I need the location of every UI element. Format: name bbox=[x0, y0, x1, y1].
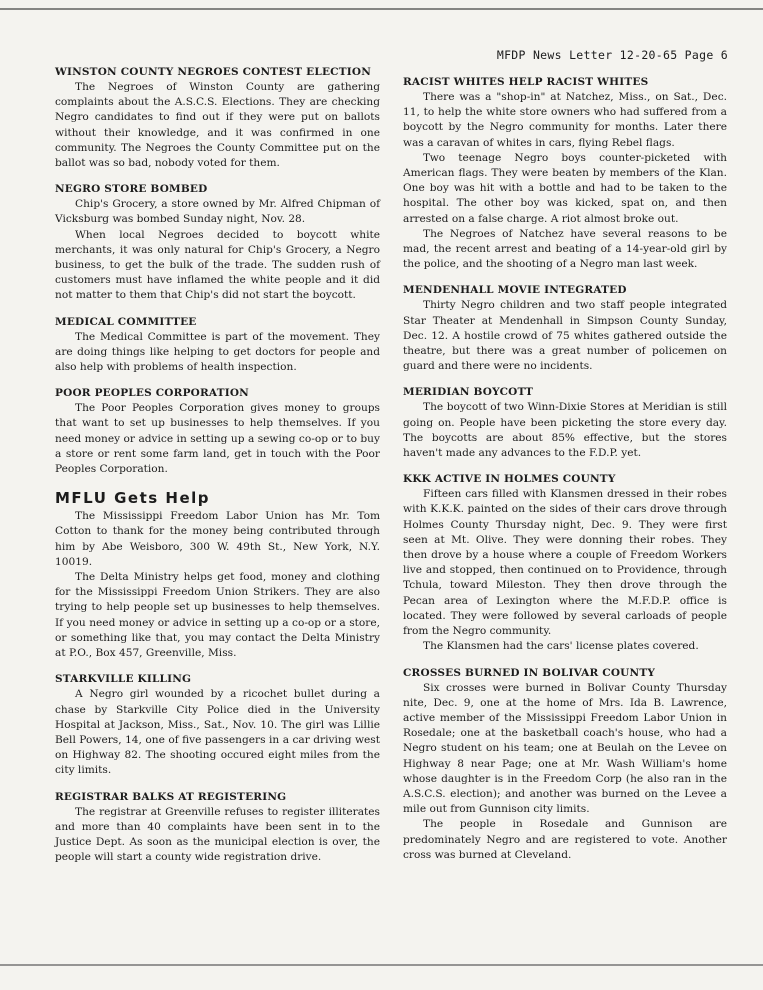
article-heading: MENDENHALL MOVIE INTEGRATED bbox=[403, 284, 627, 297]
top-rule bbox=[0, 8, 763, 10]
article-paragraph: The Delta Ministry helps get food, money and clothing for the Mississippi Freedom Union Strikers. They are also trying to help people set up businesses to help themselves. If you need money or advice in setting up a co-op or a store, or something like that, you may contact the Delta Ministry at P.O., Box 457, Greenville, Miss. bbox=[55, 571, 380, 660]
article-paragraph: The Negroes of Winston County are gathering complaints about the A.S.C.S. Elections. They are checking Negro candidates to find out if they were put on ballots without their knowledge, and it was confirmed in one community. The Negroes the County Committee put on the ballot was so bad, nobody voted for them. bbox=[55, 81, 380, 170]
article-heading: MEDICAL COMMITTEE bbox=[55, 315, 197, 328]
article-paragraph: The Klansmen had the cars' license plates covered. bbox=[423, 640, 699, 653]
article-paragraph: A Negro girl wounded by a ricochet bullet during a chase by Starkville City Police died in the University Hospital at Jackson, Miss., Sat., Nov. 10. The girl was Lillie Bell Powers, 14, one of five passengers in a car driving west on Highway 82. The shooting occured eight miles from the city limits. bbox=[55, 688, 380, 777]
article-heading: CROSSES BURNED IN BOLIVAR COUNTY bbox=[403, 666, 656, 679]
article-heading: WINSTON COUNTY NEGROES CONTEST ELECTION bbox=[55, 66, 371, 78]
right-column bbox=[403, 76, 727, 875]
article-paragraph: Thirty Negro children and two staff people integrated Star Theater at Mendenhall in Simpson County Sunday, Dec. 12. A hostile crowd of 75 whites gathered outside the theatre, but there was a great number of policemen on guard and there were no incidents. bbox=[403, 299, 727, 373]
article-negro-store-bombed bbox=[55, 183, 380, 303]
article-paragraph: Two teenage Negro boys counter-picketed with American flags. They were beaten by members of the Klan. One boy was hit with a bottle and had to be taken to the hospital. The other boy was kicked, spat on, and then arrested on a false charge. A riot almost broke out. bbox=[403, 151, 727, 225]
article-paragraph: The registrar at Greenville refuses to register illiterates and more than 40 complaints have been sent in to the Justice Dept. As soon as the municipal election is over, the people will start a county wide registration drive. bbox=[55, 805, 380, 864]
article-mflu-gets-help bbox=[55, 489, 380, 661]
article-paragraph: The people in Rosedale and Gunnison are predominately Negro and are registered to vote. Another cross was burned at Cleveland. bbox=[403, 818, 727, 861]
article-heading: STARKVILLE KILLING bbox=[55, 673, 192, 686]
article-heading: POOR PEOPLES CORPORATION bbox=[55, 387, 249, 400]
article-heading: MERIDIAN BOYCOTT bbox=[403, 386, 534, 399]
article-medical-committee bbox=[55, 316, 380, 376]
article-crosses-burned-in-bolivar-county bbox=[403, 667, 727, 863]
article-paragraph: When local Negroes decided to boycott white merchants, it was only natural for Chip's Grocery, a Negro business, to get the bulk of the trade. The sudden rush of customers must have inflamed the white people and it did not matter to them that Chip's did not start the boycott. bbox=[55, 228, 380, 302]
article-meridian-boycott bbox=[403, 386, 727, 461]
article-paragraph: The Mississippi Freedom Labor Union has Mr. Tom Cotton to thank for the money being contributed through him by Abe Weisboro, 300 W. 49th St., New York, N.Y. 10019. bbox=[55, 510, 380, 568]
article-paragraph: The boycott of two Winn-Dixie Stores at Meridian is still going on. People have been picketing the store every day. The boycotts are about 85% effective, but the stores haven't made any advances to the F.D.P. yet. bbox=[403, 401, 727, 460]
article-paragraph: Chip's Grocery, a store owned by Mr. Alfred Chipman of Vicksburg was bombed Sunday night, Nov. 28. bbox=[55, 198, 380, 226]
article-paragraph: Six crosses were burned in Bolivar County Thursday nite, Dec. 9, one at the home of Mrs. Ida B. Lawrence, active member of the Mississippi Freedom Labor Union in Rosedale; one at the basketball coach's house, who had a Negro student on his team; one at Beulah on the Levee on Highway 8 near Page; one at Mr. Wash William's home whose daughter is in the Freedom Corp (he also ran in the A.S.C.S. election); and another was burned on the Levee a mile out from Gunnison city limits. bbox=[403, 681, 727, 816]
article-starkville-killing bbox=[55, 673, 380, 778]
article-mendenhall-movie-integrated bbox=[403, 284, 727, 374]
article-paragraph: There was a "shop-in" at Natchez, Miss., on Sat., Dec. 11, to help the white store owners who had suffered from a boycott by the Negro community for months. Later there was a caravan of whites in cars, flying Rebel flags. bbox=[403, 91, 727, 149]
article-paragraph: The Medical Committee is part of the movement. They are doing things like helping to get doctors for people and also help with problems of health inspection. bbox=[55, 330, 380, 374]
article-kkk-active-in-holmes-county bbox=[403, 473, 727, 654]
left-column bbox=[55, 66, 380, 877]
article-heading: RACIST WHITES HELP RACIST WHITES bbox=[403, 76, 649, 88]
bottom-rule bbox=[0, 964, 763, 966]
article-paragraph: Fifteen cars filled with Klansmen dressed in their robes with K.K.K. painted on the sides of their cars drove through Holmes County Thursday night, Dec. 9. They were first seen at Mt. Olive. They were donning their robes. They then drove by a house where a couple of Freedom Workers live and stopped, then continued on to Providence, through Tchula, toward Mileston. They then drove through the Pecan area of Lexington where the M.F.D.P. office is located. They were followed by several carloads of people from the Negro community. bbox=[403, 488, 727, 638]
article-poor-peoples-corporation bbox=[55, 387, 380, 477]
article-racist-whites-help-racist-whites bbox=[403, 76, 727, 272]
article-heading: REGISTRAR BALKS AT REGISTERING bbox=[55, 790, 287, 803]
article-heading: KKK ACTIVE IN HOLMES COUNTY bbox=[403, 473, 616, 486]
article-winston-county-negroes-contest-election bbox=[55, 66, 380, 171]
article-heading: NEGRO STORE BOMBED bbox=[55, 183, 208, 196]
article-paragraph: The Poor Peoples Corporation gives money to groups that want to set up businesses to help themselves. If you need money or advice in setting up a sewing co-op or to buy a store or rent some farm land, get in touch with the Poor Peoples Corporation. bbox=[55, 402, 380, 476]
article-heading: MFLU Gets Help bbox=[55, 489, 211, 508]
page-header: MFDP News Letter 12-20-65 Page 6 bbox=[496, 48, 728, 62]
article-paragraph: The Negroes of Natchez have several reasons to be mad, the recent arrest and beating of a 14-year-old girl by the police, and the shooting of a Negro man last week. bbox=[403, 227, 727, 271]
article-registrar-balks-at-registering bbox=[55, 791, 380, 866]
